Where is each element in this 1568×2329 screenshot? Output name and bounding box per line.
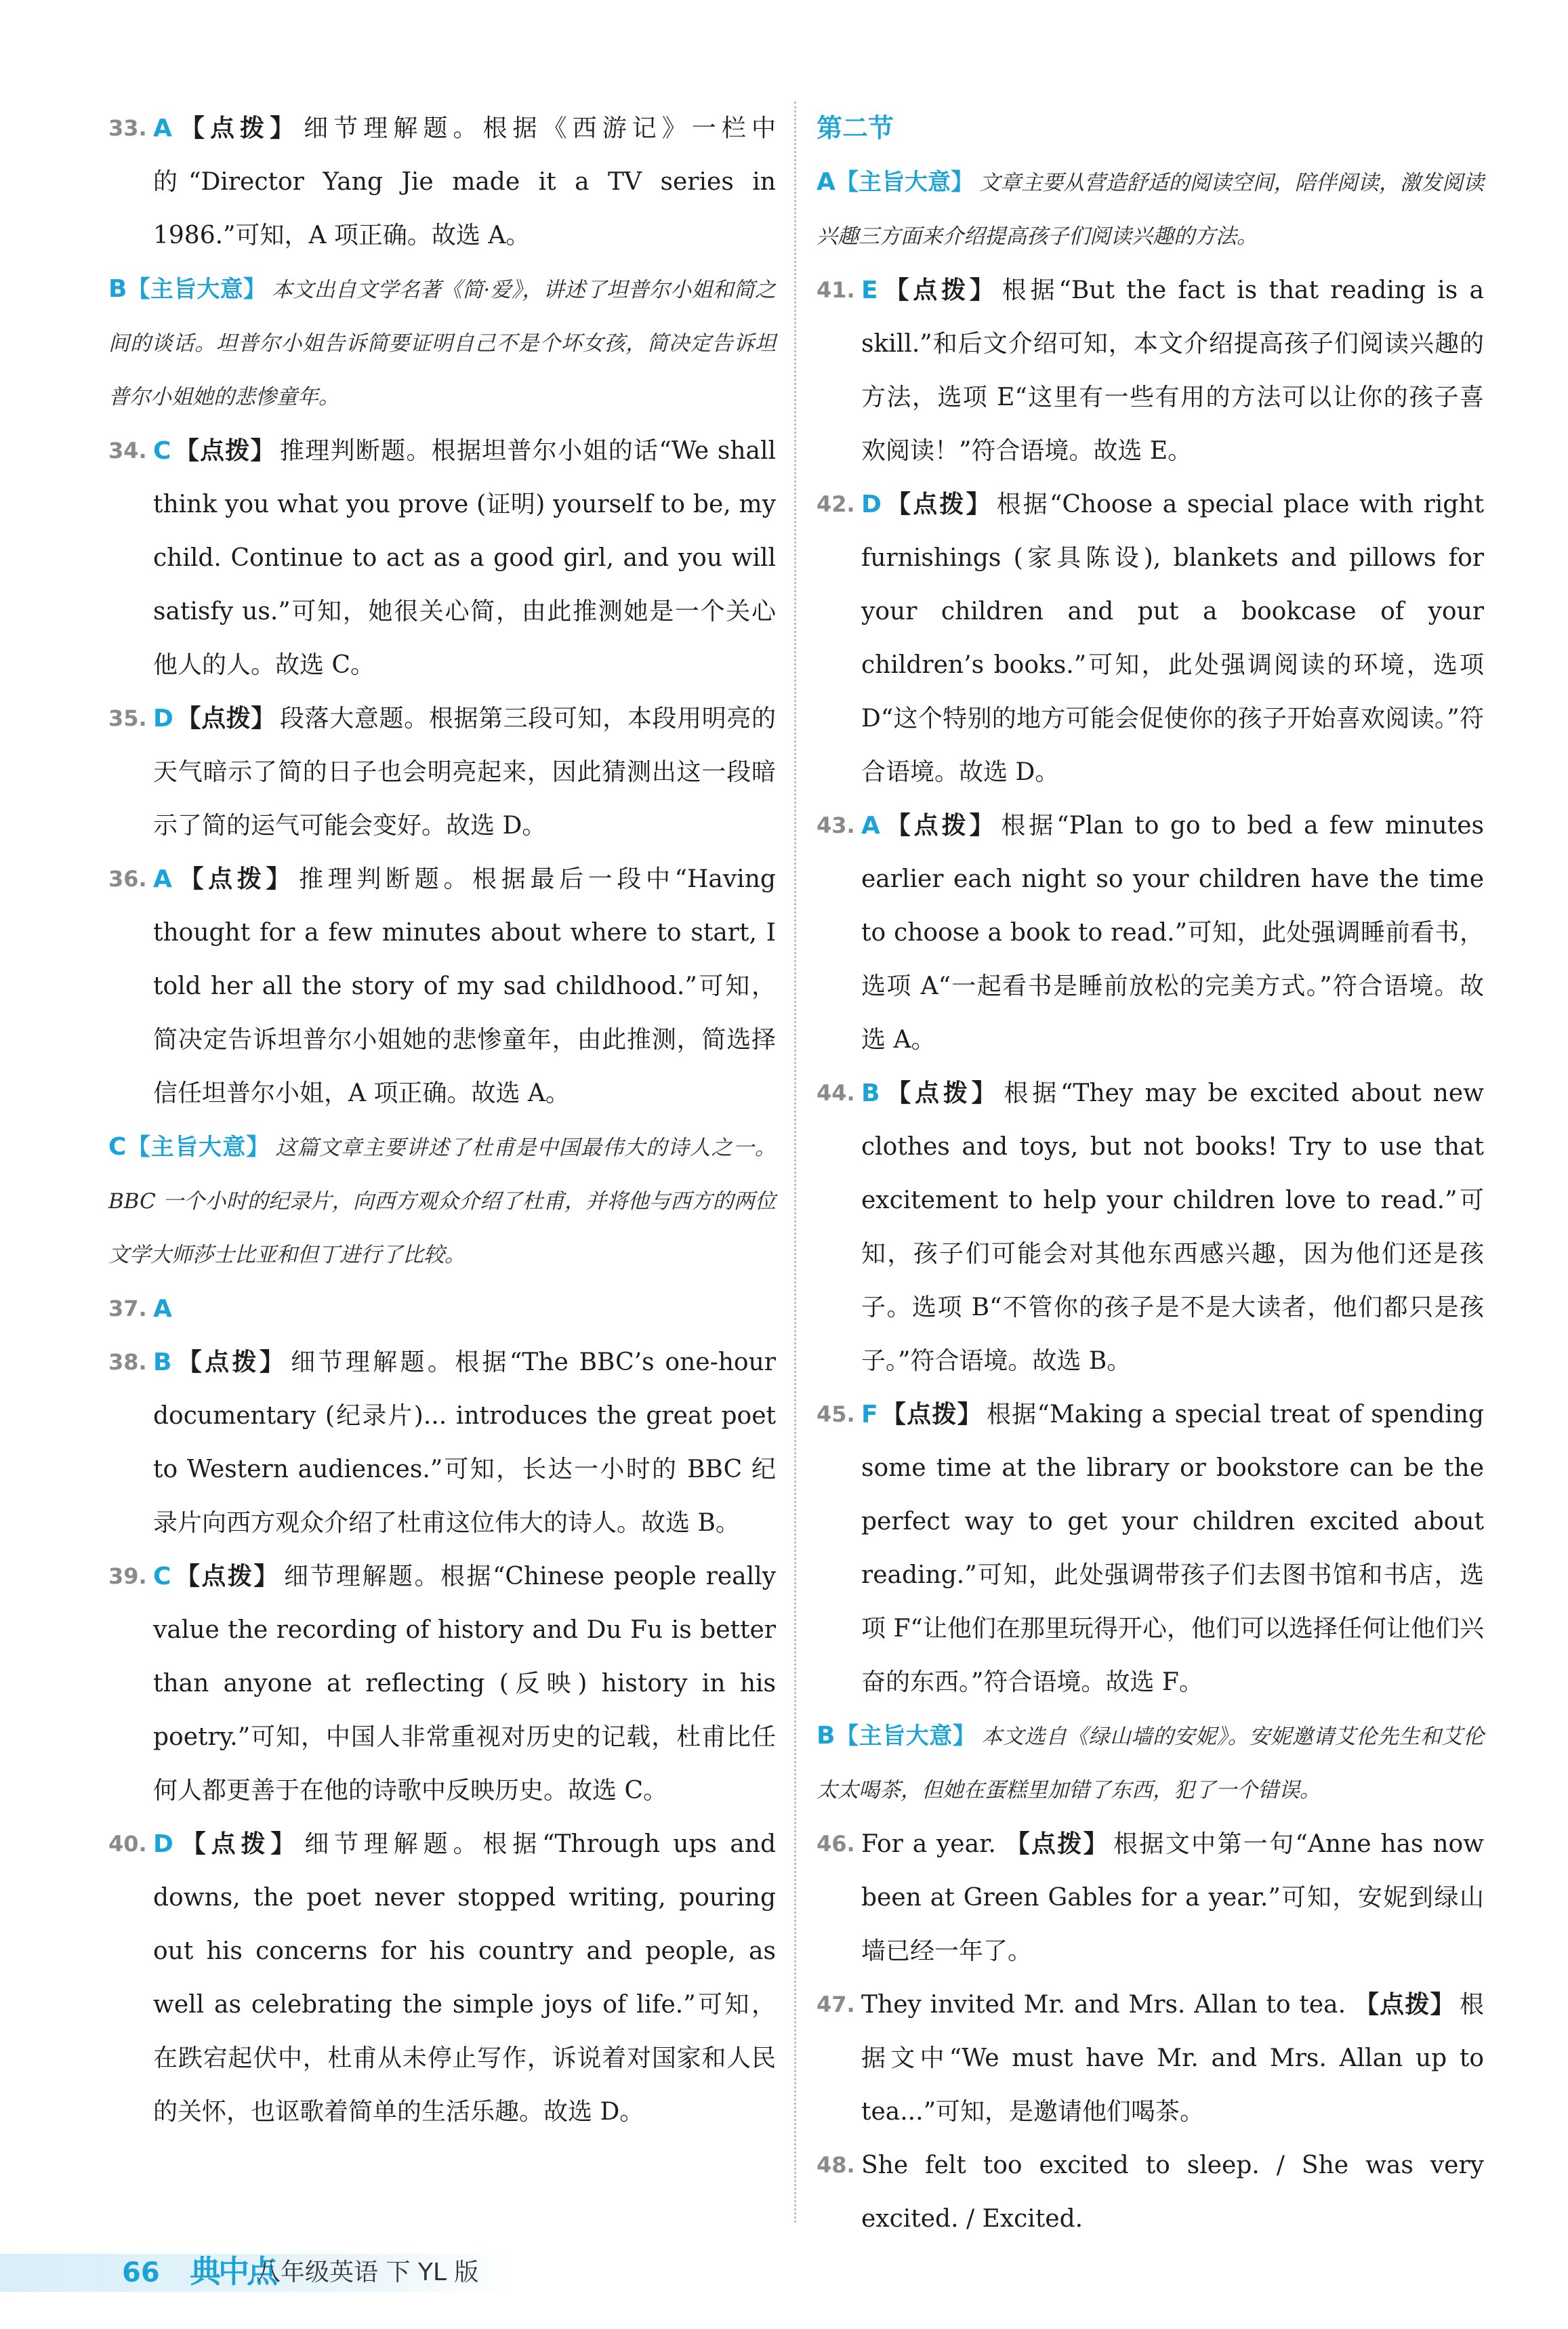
summary-b-right: B【主旨大意】 本文选自《绿山墙的安妮》。安妮邀请艾伦先生和艾伦太太喝茶，但她在蛋糕里加错了东西，犯了一个错误。	[817, 1722, 1485, 1802]
summary-b: B【主旨大意】 本文出自文学名著《简·爱》，讲述了坦普尔小姐和简之间的谈话。坦普尔小姐告诉简要证明自己不是个坏女孩，简决定告诉坦普尔小姐她的悲惨童年。	[108, 275, 776, 409]
answer-37: 37. A	[108, 1295, 172, 1323]
answer-48: 48. She felt too excited to sleep. / She was very excited. / Excited.	[817, 2151, 1484, 2233]
answer-47: 47. They invited Mr. and Mrs. Allan to tea. 【点拨】 根据文中“We must have Mr. and Mrs. Allan up to tea...”可知，是邀请他们喝茶。	[817, 1991, 1484, 2126]
answer-35: 35. D 【点拨】 段落大意题。根据第三段可知，本段用明亮的天气暗示了简的日子也会明亮起来，因此猜测出这一段暗示了简的运气可能会变好。故选 D。	[108, 705, 776, 840]
book-title: 八年级英语 下 YL 版	[256, 2259, 479, 2286]
answer-41: 41. E 【点拨】 根据“But the fact is that reading is a skill.”和后文介绍可知，本文介绍提高孩子们阅读兴趣的方法，选项 E“这里有一些有用的方法可以让你的孩子喜欢阅读！”符合语境。故选 E。	[817, 276, 1484, 465]
section-title: 第二节	[817, 113, 894, 143]
column-divider	[794, 102, 796, 2223]
answer-39: 39. C 【点拨】 细节理解题。根据“Chinese people really value the recording of history and Du Fu is better than anyone at reflecting (反映) history in his poetry.”可知，中国人非常重视对历史的记载，杜甫比任何人都更善于在他的诗歌中反映历史。故选 C。	[108, 1563, 776, 1805]
answer-42: 42. D 【点拨】 根据“Choose a special place with right furnishings (家具陈设), blankets and pillows for your children and put a bookcase of your children’s books.”可知，此处强调阅读的环境，选项 D“这个特别的地方可能会促使你的孩子开始喜欢阅读。”符合语境。故选 D。	[817, 491, 1484, 786]
answer-46: 46. For a year. 【点拨】 根据文中第一句“Anne has now been at Green Gables for a year.”可知，安妮到绿山墙已经一年了。	[817, 1830, 1484, 1965]
answer-36: 36. A 【点拨】 推理判断题。根据最后一段中“Having thought for a few minutes about where to start, I told her all the story of my sad childhood.”可知，简决定告诉坦普尔小姐她的悲惨童年，由此推测，简选择信任坦普尔小姐，A 项正确。故选 A。	[108, 865, 776, 1107]
brand-logo: 典中点	[190, 2253, 275, 2290]
answer-34: 34. C 【点拨】 推理判断题。根据坦普尔小姐的话“We shall think you what you prove (证明) yourself to be, my child. Continue to act as a good girl, and you will satisfy us.”可知，她很关心简，由此推测她是一个关心他人的人。故选 C。	[108, 437, 776, 679]
answer-43: 43. A 【点拨】 根据“Plan to go to bed a few minutes earlier each night so your children have the time to choose a book to read.”可知，此处强调睡前看书，选项 A“一起看书是睡前放松的完美方式。”符合语境。故选 A。	[817, 812, 1484, 1054]
summary-c: C【主旨大意】 这篇文章主要讲述了杜甫是中国最伟大的诗人之一。BBC 一个小时的纪录片，向西方观众介绍了杜甫，并将他与西方的两位文学大师莎士比亚和但丁进行了比较。	[108, 1133, 777, 1267]
left-column	[108, 102, 776, 2139]
answer-40: 40. D 【点拨】 细节理解题。根据“Through ups and downs, the poet never stopped writing, pouring out his concerns for his country and people, as well as celebrating the simple joys of life.”可知，在跌宕起伏中，杜甫从未停止写作，诉说着对国家和人民的关怀，也讴歌着简单的生活乐趣。故选 D。	[108, 1830, 776, 2126]
answer-45: 45. F 【点拨】 根据“Making a special treat of spending some time at the library or bookstore can be the perfect way to get your children excited about reading.”可知，此处强调带孩子们去图书馆和书店，选项 F“让他们在那里玩得开心，他们可以选择任何让他们兴奋的东西。”符合语境。故选 F。	[817, 1401, 1484, 1696]
right-column	[817, 102, 1484, 2246]
summary-a: A【主旨大意】 文章主要从营造舒适的阅读空间，陪伴阅读，激发阅读兴趣三方面来介绍提高孩子们阅读兴趣的方法。	[817, 168, 1485, 249]
answer-33: 33. A 【点拨】 细节理解题。根据《西游记》一栏中的“Director Yang Jie made it a TV series in 1986.”可知，A 项正确。故选 A。	[108, 115, 776, 249]
answer-38: 38. B 【点拨】 细节理解题。根据“The BBC’s one-hour documentary (纪录片)... introduces the great poet to Western audiences.”可知，长达一小时的 BBC 纪录片向西方观众介绍了杜甫这位伟大的诗人。故选 B。	[108, 1348, 776, 1537]
page-number: 66	[122, 2257, 160, 2288]
answer-44: 44. B 【点拨】 根据“They may be excited about new clothes and toys, but not books! Try to use that excitement to help your children love to read.”可知，孩子们可能会对其他东西感兴趣，因为他们还是孩子。选项 B“不管你的孩子是不是大读者，他们都只是孩子。”符合语境。故选 B。	[817, 1079, 1484, 1375]
